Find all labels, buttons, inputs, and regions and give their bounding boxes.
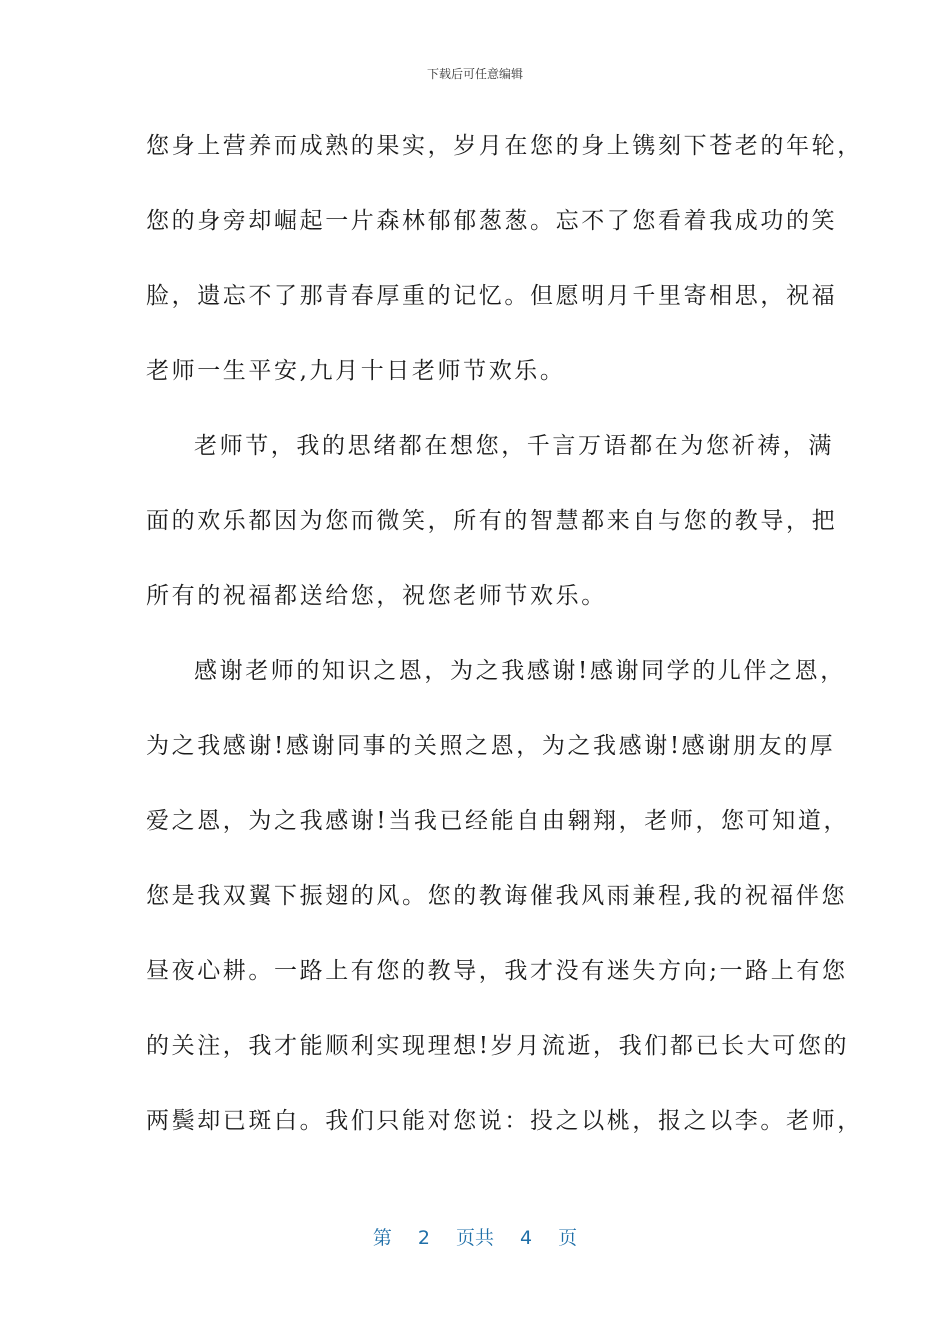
text-line-9: 为之我感谢!感谢同事的关照之恩，为之我感谢!感谢朋友的厚 — [146, 733, 836, 759]
text-line-12: 昼夜心耕。一路上有您的教导，我才没有迷失方向;一路上有您 — [146, 958, 848, 984]
footer-middle: 页共 — [455, 1227, 494, 1249]
text-line-2: 您的身旁却崛起一片森林郁郁葱葱。忘不了您看着我成功的笑 — [146, 208, 838, 234]
footer-suffix: 页 — [558, 1227, 578, 1249]
text-line-7: 所有的祝福都送给您，祝您老师节欢乐。 — [146, 583, 607, 609]
text-line-13: 的关注，我才能顺利实现理想!岁月流逝，我们都已长大可您的 — [146, 1033, 850, 1059]
footer-prefix: 第 — [372, 1227, 392, 1249]
page-footer — [0, 1224, 950, 1252]
page-header-note: 下载后可任意编辑 — [426, 67, 523, 81]
document-body — [146, 122, 863, 1172]
text-line-11: 您是我双翼下振翅的风。您的教诲催我风雨兼程,我的祝福伴您 — [146, 883, 848, 909]
footer-current-page: 2 — [417, 1227, 430, 1249]
footer-total-pages: 4 — [520, 1227, 533, 1249]
text-line-14: 两鬓却已斑白。我们只能对您说：投之以桃，报之以李。老师， — [146, 1108, 863, 1134]
text-line-4: 老师一生平安,九月十日老师节欢乐。 — [146, 358, 566, 384]
text-line-3: 脸，遗忘不了那青春厚重的记忆。但愿明月千里寄相思，祝福 — [146, 283, 838, 309]
text-line-10: 爱之恩，为之我感谢!当我已经能自由翱翔，老师，您可知道， — [146, 808, 850, 834]
text-line-6: 面的欢乐都因为您而微笑，所有的智慧都来自与您的教导，把 — [146, 508, 838, 534]
text-line-5: 老师节，我的思绪都在想您，千言万语都在为您祈祷，满 — [194, 433, 834, 459]
text-line-1: 您身上营养而成熟的果实，岁月在您的身上镌刻下苍老的年轮， — [146, 133, 863, 159]
text-line-8: 感谢老师的知识之恩，为之我感谢!感谢同学的儿伴之恩， — [194, 658, 846, 684]
